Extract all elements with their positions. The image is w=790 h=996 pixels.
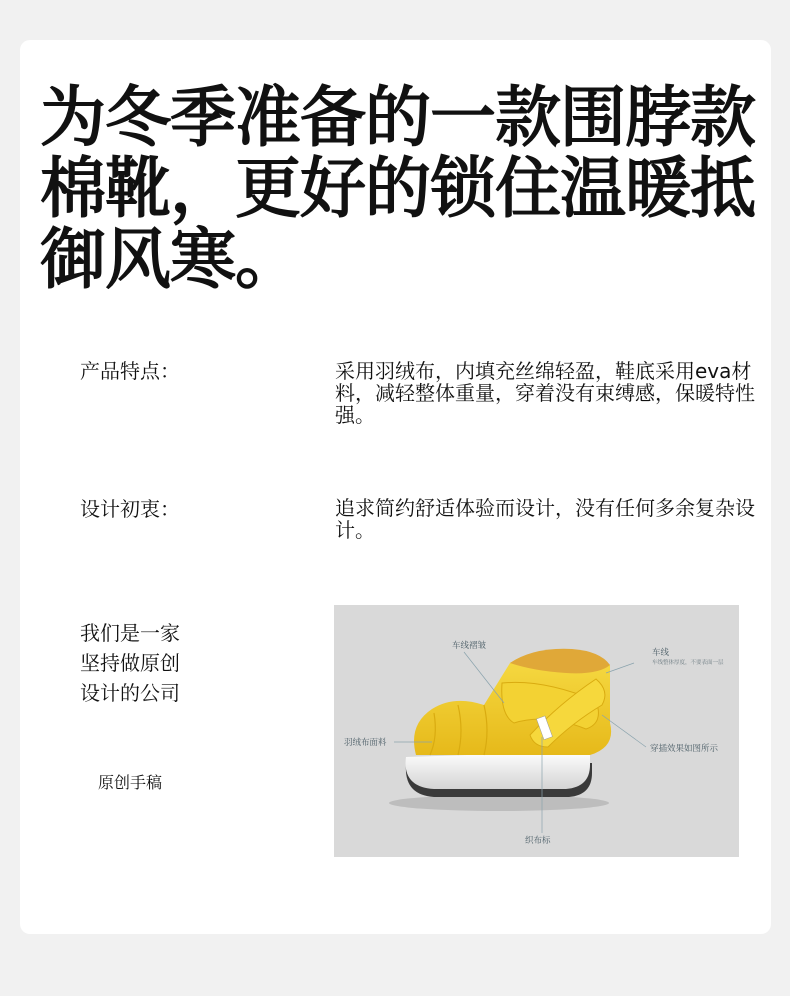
company-line-3: 设计的公司 (80, 681, 180, 705)
features-text: 采用羽绒布，内填充丝绵轻盈，鞋底采用eva材料，减轻整体重量，穿着没有束缚感，保暖特性强。 (335, 359, 755, 427)
shoe-illustration (334, 605, 739, 857)
page-headline (40, 79, 760, 298)
annotation-label: 织布标 (525, 836, 551, 846)
headline-line-2: 棉靴，更好的锁住温暖抵 (40, 150, 755, 227)
headline-line-3: 御风寒。 (40, 221, 300, 298)
company-statement (80, 618, 180, 708)
sketch-caption: 原创手稿 (98, 773, 163, 792)
product-illustration (334, 605, 739, 857)
annotation-pleat: 车线褶皱 (452, 641, 487, 651)
company-line-2: 坚持做原创 (80, 651, 180, 675)
features-label: 产品特点： (80, 359, 180, 383)
annotation-stitch-note: 车线整体厚度，不要表面一层 (652, 660, 724, 666)
sole (406, 751, 590, 789)
annotation-wearing: 穿插效果如图所示 (650, 744, 719, 754)
design-label: 设计初衷： (80, 497, 180, 521)
company-line-1: 我们是一家 (80, 621, 180, 645)
annotation-stitch: 车线 (652, 648, 670, 658)
design-text: 追求简约舒适体验而设计，没有任何多余复杂设计。 (335, 496, 755, 542)
headline-line-1: 为冬季准备的一款围脖款 (40, 79, 755, 156)
content-card (20, 40, 771, 934)
annotation-fabric: 羽绒布面料 (344, 738, 387, 748)
shoe-shadow (389, 795, 609, 811)
